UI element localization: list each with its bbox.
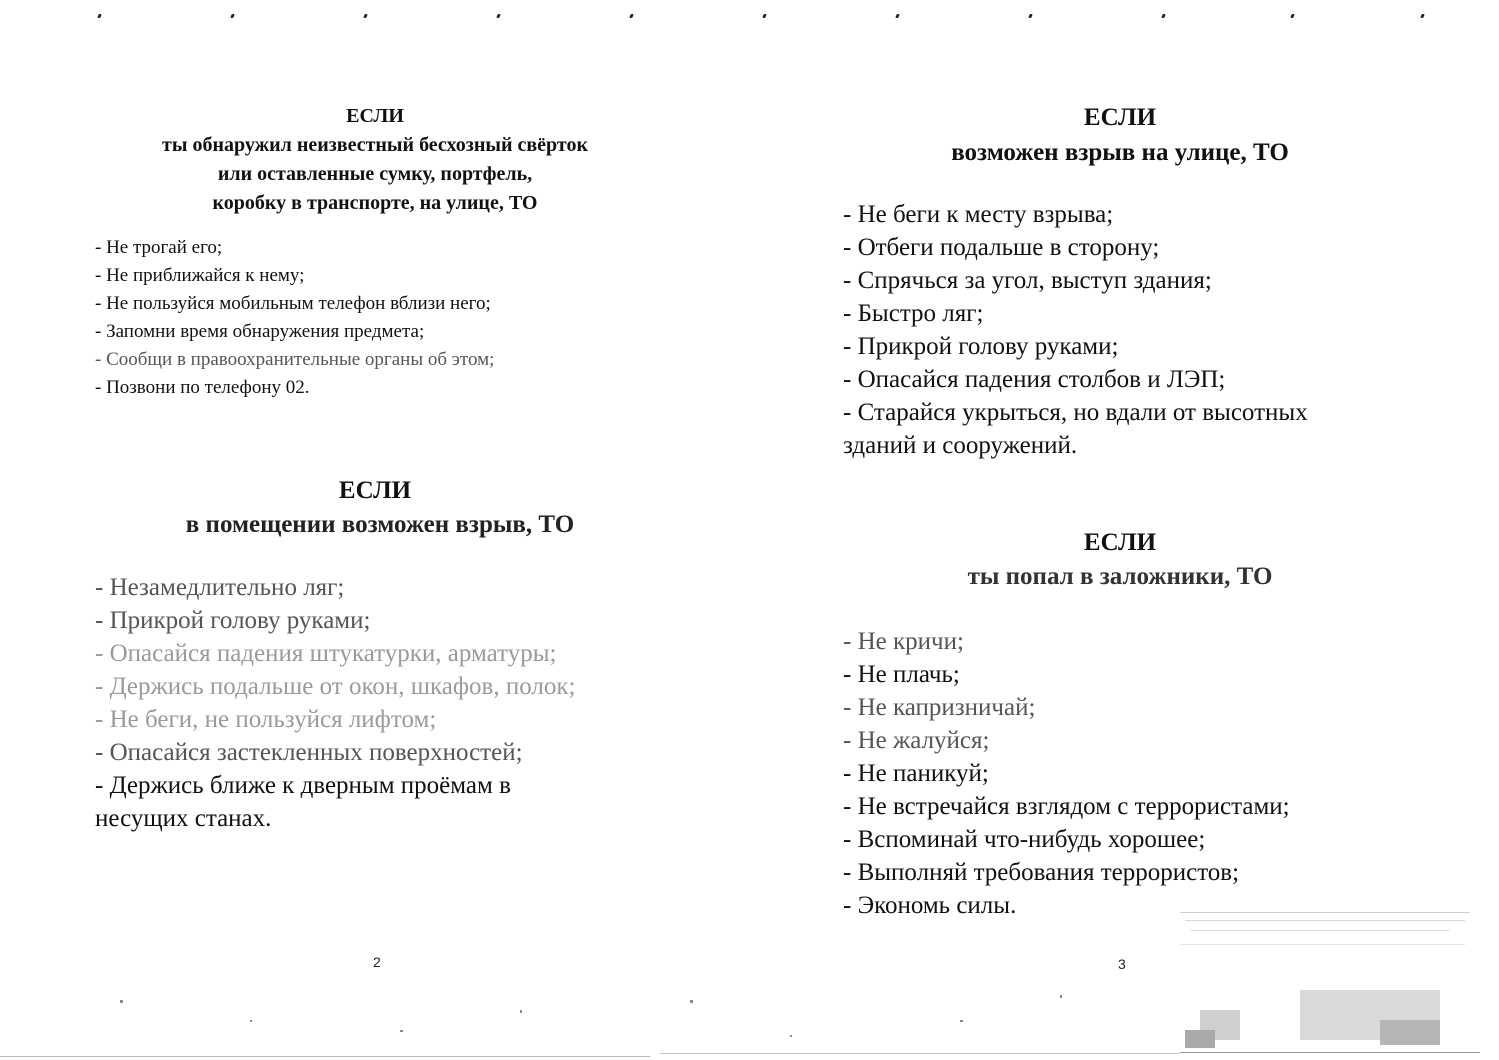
list-item: - Спрячься за угол, выступ здания;	[843, 267, 1212, 294]
list-item: - Сообщи в правоохранительные органы об этом;	[95, 349, 495, 370]
list-item: - Не паникуй;	[843, 760, 989, 787]
left-section1-subtitle-line-2: или оставленные сумку, портфель,	[217, 163, 533, 185]
right-section2-subtitle	[750, 560, 1490, 594]
list-item: - Отбеги подальше в сторону;	[843, 234, 1160, 261]
list-item: - Старайся укрыться, но вдали от высотных	[843, 399, 1308, 426]
list-item: - Опасайся застекленных поверхностей;	[95, 739, 523, 766]
page-number-right: 3	[1118, 956, 1126, 972]
list-item: - Незамедлительно ляг;	[95, 574, 345, 601]
right-section1-heading	[750, 100, 1490, 170]
right-section1-list	[843, 198, 1308, 462]
list-item: - Прикрой голову руками;	[843, 333, 1119, 360]
list-item: - Позвони по телефону 02.	[95, 377, 310, 398]
list-item: - Опасайся падения штукатурки, арматуры;	[95, 640, 557, 667]
list-item: - Не встречайся взглядом с террористами;	[843, 793, 1290, 820]
list-item: - Держись подальше от окон, шкафов, полок;	[95, 673, 576, 700]
list-item: - Не капризничай;	[843, 694, 1036, 721]
left-section1-list	[95, 234, 494, 402]
right-section2-title: ЕСЛИ	[1083, 529, 1157, 556]
left-section1-subtitle-line-1: ты обнаружил неизвестный бесхозный свёрток	[162, 134, 588, 156]
list-item: - Экономь силы.	[843, 892, 1017, 919]
list-item: - Быстро ляг;	[843, 300, 984, 327]
list-item: зданий и сооружений.	[843, 432, 1078, 459]
list-item: - Не трогай его;	[95, 237, 223, 258]
right-section1-subtitle: возможен взрыв на улице, ТО	[951, 139, 1289, 166]
left-section2-title: ЕСЛИ	[338, 477, 412, 504]
list-item: - Опасайся падения столбов и ЛЭП;	[843, 366, 1226, 393]
list-item: - Выполняй требования террористов;	[843, 859, 1240, 886]
list-item: - Прикрой голову руками;	[95, 607, 371, 634]
left-section1-subtitle-line-3: коробку в транспорте, на улице, ТО	[212, 192, 538, 214]
list-item: - Не приближайся к нему;	[95, 265, 305, 286]
list-item: - Не жалуйся;	[843, 727, 990, 754]
right-section2-subtitle-text: ты попал в заложники, ТО	[967, 563, 1273, 590]
list-item: - Не пользуйся мобильным телефон вблизи него;	[95, 293, 491, 314]
left-section2-subtitle-text: в помещении возможен взрыв, ТО	[185, 511, 575, 538]
page-number-left: 2	[373, 954, 381, 970]
left-section1-title: ЕСЛИ	[346, 105, 404, 127]
list-item: - Не кричи;	[843, 628, 964, 655]
left-section2-list	[95, 571, 575, 835]
right-section1-title: ЕСЛИ	[1083, 104, 1157, 131]
right-section2-heading	[750, 526, 1490, 594]
list-item: - Вспоминай что-нибудь хорошее;	[843, 826, 1206, 853]
list-item: несущих станах.	[95, 805, 272, 832]
list-item: - Не беги к месту взрыва;	[843, 201, 1114, 228]
right-section2-list	[843, 625, 1290, 922]
list-item: - Не плачь;	[843, 661, 960, 688]
left-section2-subtitle	[0, 508, 750, 542]
left-section2-heading	[0, 474, 750, 542]
left-section1-heading	[0, 102, 750, 218]
list-item: - Держись ближе к дверным проёмам в	[95, 772, 511, 799]
list-item: - Запомни время обнаружения предмета;	[95, 321, 425, 342]
right-page	[750, 0, 1499, 1060]
list-item: - Не беги, не пользуйся лифтом;	[95, 706, 437, 733]
